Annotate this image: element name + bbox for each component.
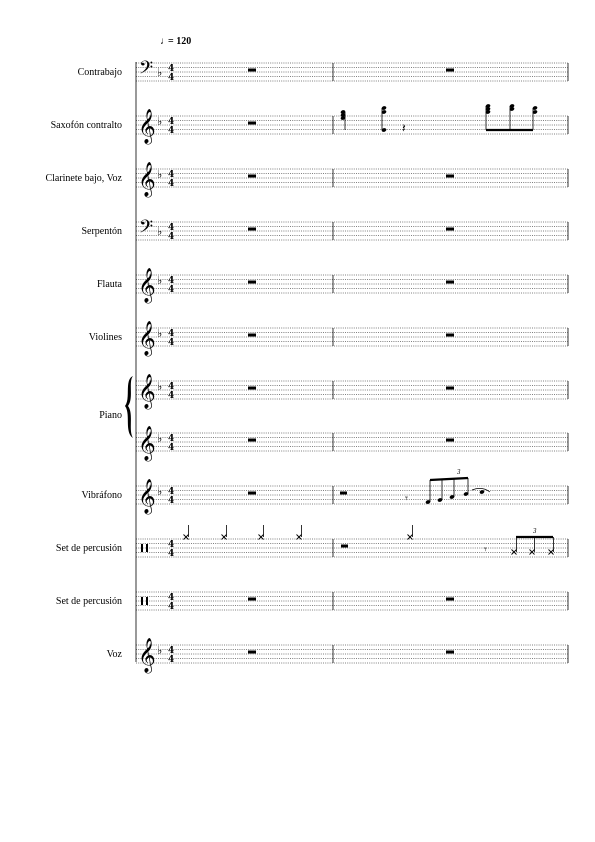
- instrument-label: Saxofón contralto: [50, 120, 122, 131]
- treble-clef-icon: 𝄞: [138, 109, 156, 144]
- treble-clef-icon: 𝄞: [138, 374, 156, 409]
- whole-rest: [446, 387, 454, 390]
- staff-6: [89, 321, 568, 357]
- staff-1: [78, 58, 568, 83]
- time-signature-top: 4: [168, 223, 175, 233]
- time-signature-bottom: 4: [168, 179, 175, 189]
- time-signature-bottom: 4: [168, 338, 175, 348]
- beam: [430, 478, 468, 480]
- flat-icon: ♭: [157, 66, 163, 79]
- flat-icon: ♭: [157, 115, 163, 128]
- staff-8: [136, 426, 568, 462]
- staff-2: [51, 109, 568, 145]
- tempo-note-icon: ♩: [160, 36, 170, 47]
- instrument-label: Voz: [106, 649, 122, 660]
- whole-rest: [248, 492, 256, 495]
- time-signature-bottom: 4: [168, 285, 175, 295]
- whole-rest: [446, 439, 454, 442]
- whole-rest: [248, 69, 256, 72]
- x-note-head: [184, 535, 189, 540]
- time-signature-top: 4: [168, 64, 175, 74]
- treble-clef-icon: 𝄞: [138, 162, 156, 197]
- time-signature-top: 4: [168, 434, 175, 444]
- time-signature-top: 4: [168, 382, 175, 392]
- flat-icon: ♭: [157, 225, 163, 238]
- whole-rest: [446, 281, 454, 284]
- percussion-clef-icon: [141, 544, 148, 552]
- staff-9: [82, 479, 569, 515]
- time-signature-top: 4: [168, 170, 175, 180]
- treble-clef-icon: 𝄞: [138, 426, 156, 461]
- piano-label: Piano: [99, 410, 122, 421]
- whole-rest: [446, 651, 454, 654]
- treble-clef-icon: 𝄞: [138, 268, 156, 303]
- x-note-head: [259, 535, 264, 540]
- eighth-rest-icon: 𝄾: [405, 492, 408, 505]
- tuplet-label: 3: [457, 468, 461, 476]
- time-signature-bottom: 4: [168, 126, 175, 136]
- x-note-head: [408, 535, 413, 540]
- whole-rest: [248, 281, 256, 284]
- whole-rest: [248, 439, 256, 442]
- note-head: [479, 489, 485, 494]
- time-signature-bottom: 4: [168, 232, 175, 242]
- flat-icon: ♭: [157, 168, 163, 181]
- treble-clef-icon: 𝄞: [138, 479, 156, 514]
- instrument-label: Set de percusión: [55, 596, 122, 607]
- instrument-label: Violines: [88, 332, 122, 343]
- whole-rest: [248, 228, 256, 231]
- flat-icon: ♭: [157, 644, 163, 657]
- instrument-label: Clarinete bajo, Voz: [45, 173, 122, 184]
- time-signature-bottom: 4: [168, 602, 175, 612]
- staff-12: [107, 638, 568, 674]
- time-signature-top: 4: [168, 117, 175, 127]
- piano-brace: [125, 376, 133, 438]
- whole-rest: [248, 387, 256, 390]
- half-rest: [340, 492, 347, 495]
- tempo-text: = 120: [168, 36, 192, 47]
- whole-rest: [248, 334, 256, 337]
- time-signature-top: 4: [168, 540, 175, 550]
- time-signature-bottom: 4: [168, 655, 175, 665]
- staff-4: [81, 217, 568, 242]
- staff-7: [136, 374, 568, 410]
- instrument-label: Contrabajo: [77, 67, 122, 78]
- staves-group: [45, 58, 568, 674]
- time-signature-bottom: 4: [168, 443, 175, 453]
- instrument-label: Serpentón: [81, 226, 122, 237]
- whole-rest: [446, 334, 454, 337]
- time-signature-top: 4: [168, 646, 175, 656]
- instrument-label: Set de percusión: [55, 543, 122, 554]
- whole-rest: [248, 122, 256, 125]
- instrument-label: Flauta: [97, 279, 122, 290]
- treble-clef-icon: 𝄞: [138, 321, 156, 356]
- whole-rest: [248, 598, 256, 601]
- x-note-head: [549, 550, 554, 555]
- x-note-head: [530, 550, 535, 555]
- bass-clef-icon: 𝄢: [139, 217, 154, 242]
- time-signature-top: 4: [168, 276, 175, 286]
- whole-rest: [248, 651, 256, 654]
- time-signature-top: 4: [168, 593, 175, 603]
- instrument-label: Vibráfono: [81, 490, 122, 501]
- bass-clef-icon: 𝄢: [139, 58, 154, 83]
- tuplet-label: 3: [533, 527, 537, 535]
- half-rest: [341, 545, 348, 548]
- percussion-clef-icon: [141, 597, 148, 605]
- flat-icon: ♭: [157, 327, 163, 340]
- x-note-head: [512, 550, 517, 555]
- staff-5: [97, 268, 568, 304]
- staff-10: [56, 539, 568, 559]
- eighth-rest-icon: 𝄾: [484, 543, 487, 556]
- whole-rest: [446, 228, 454, 231]
- time-signature-top: 4: [168, 487, 175, 497]
- flat-icon: ♭: [157, 380, 163, 393]
- staff-11: [56, 592, 568, 612]
- treble-clef-icon: 𝄞: [138, 638, 156, 673]
- whole-rest: [248, 175, 256, 178]
- staff-3: [45, 162, 568, 198]
- quarter-rest-icon: 𝄽: [402, 121, 406, 135]
- whole-rest: [446, 598, 454, 601]
- flat-icon: ♭: [157, 432, 163, 445]
- time-signature-bottom: 4: [168, 73, 175, 83]
- whole-rest: [446, 69, 454, 72]
- whole-rest: [446, 175, 454, 178]
- flat-icon: ♭: [157, 485, 163, 498]
- time-signature-top: 4: [168, 329, 175, 339]
- tempo-marking: [160, 36, 191, 47]
- time-signature-bottom: 4: [168, 496, 175, 506]
- flat-icon: ♭: [157, 274, 163, 287]
- notes-group: [184, 69, 554, 654]
- time-signature-bottom: 4: [168, 391, 175, 401]
- time-signature-bottom: 4: [168, 549, 175, 559]
